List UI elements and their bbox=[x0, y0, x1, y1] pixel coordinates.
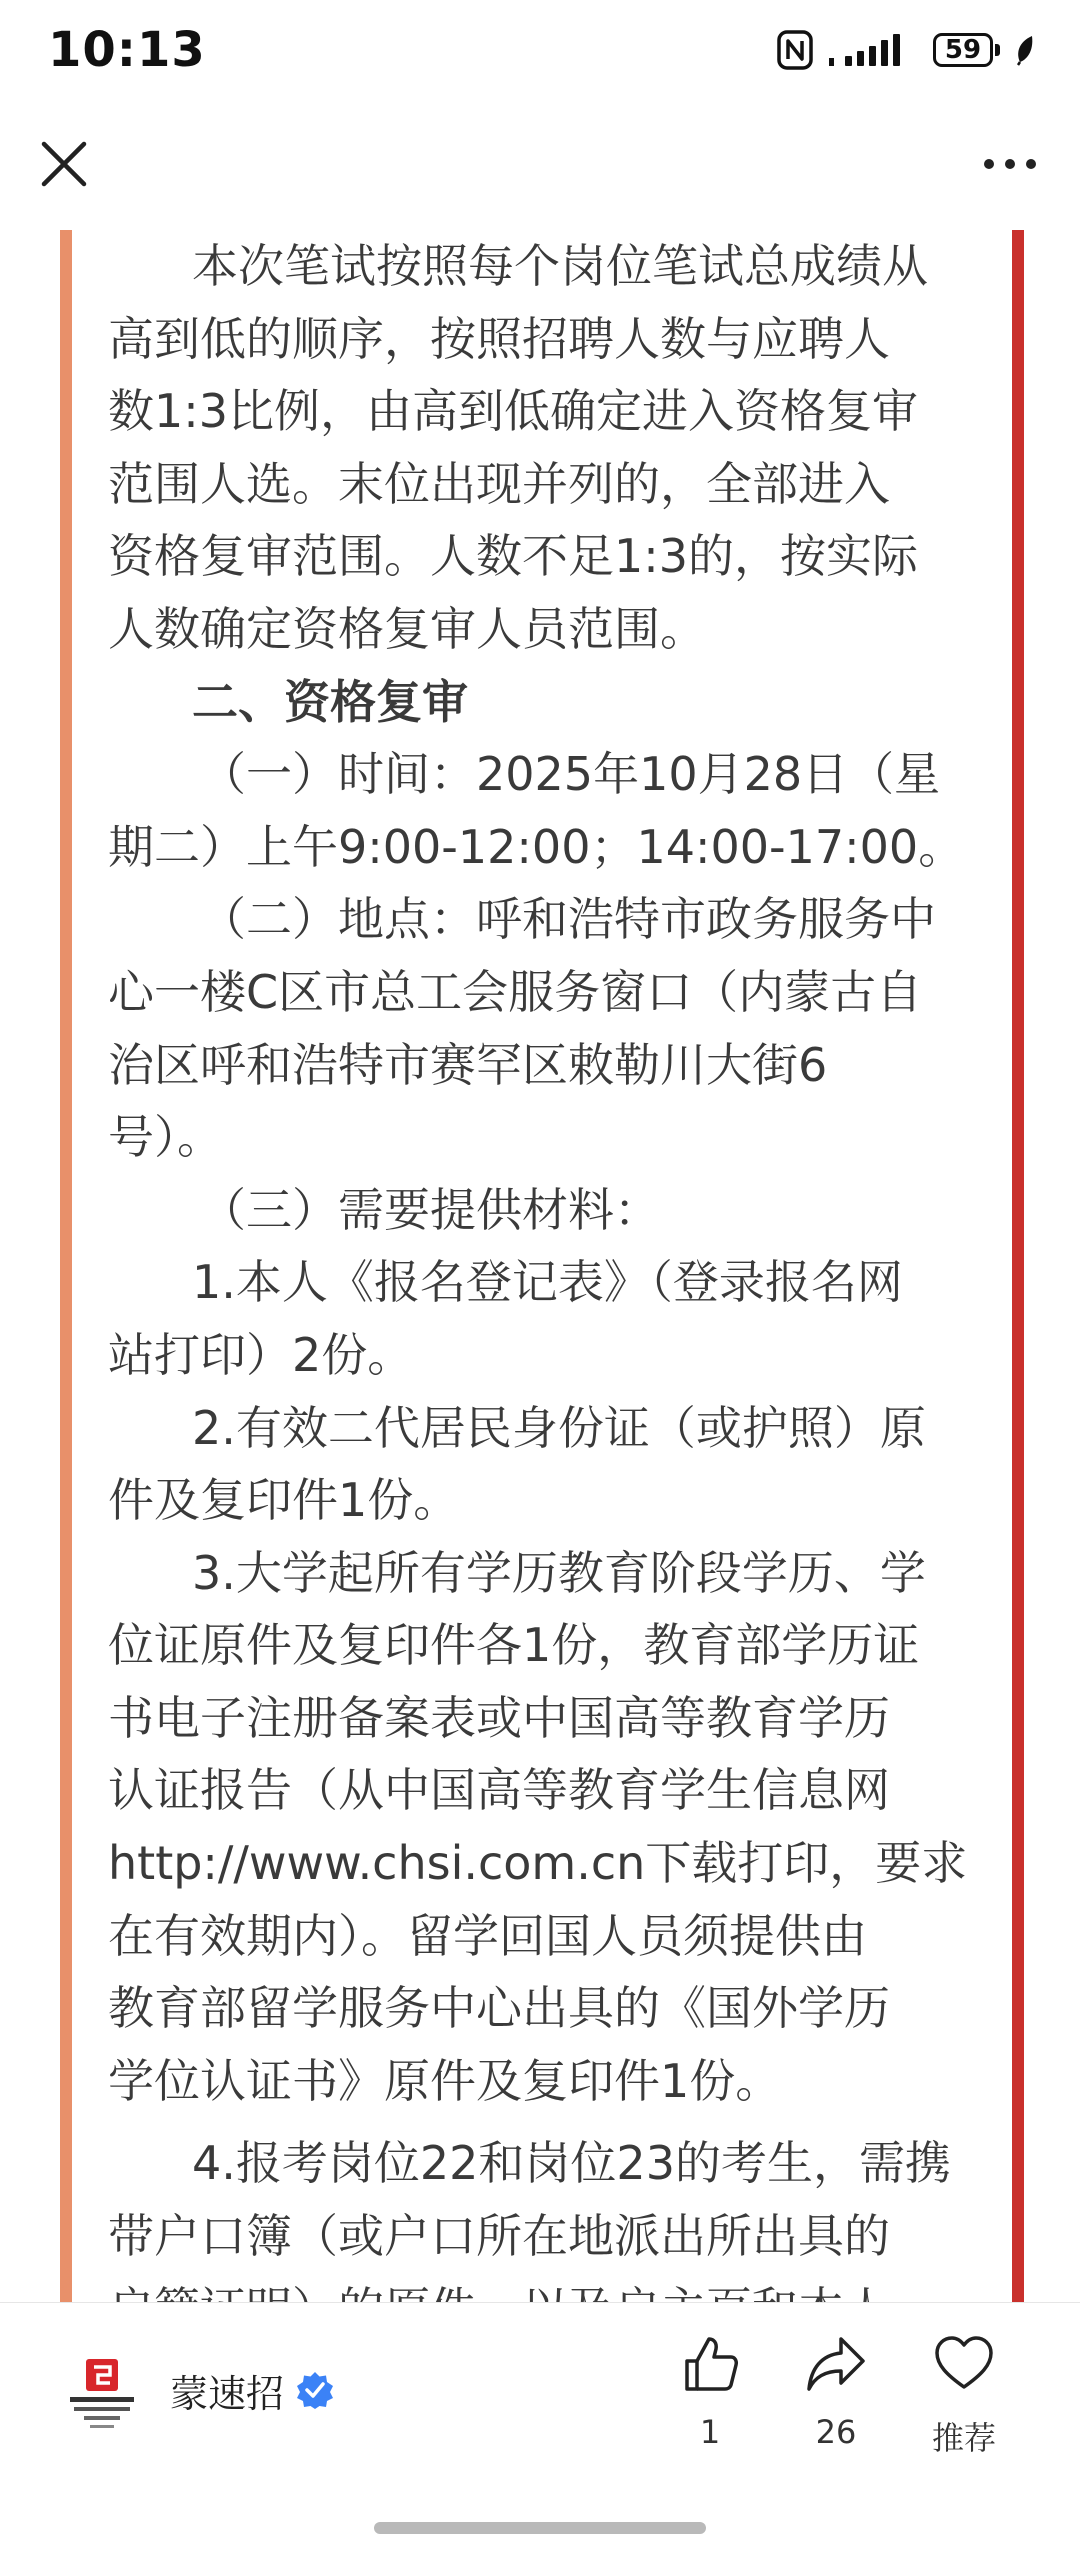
bottom-action-bar bbox=[0, 2302, 1080, 2558]
battery-level: 59 bbox=[933, 33, 993, 67]
paragraph-review-location: （二）地点：呼和浩特市政务服务中 心一楼C区市总工会服务窗口（内蒙古自 治区呼和浩特市赛罕区敕勒川大街6 号）。 bbox=[108, 892, 936, 1165]
status-icons bbox=[777, 30, 1036, 70]
recommend-button[interactable] bbox=[904, 2333, 1024, 2459]
status-time: 10:13 bbox=[48, 22, 206, 78]
power-saving-leaf-icon bbox=[1014, 34, 1036, 66]
article-border-left bbox=[60, 230, 72, 2302]
signal-icon bbox=[827, 32, 919, 68]
paragraph-material-3: 3.大学起所有学历教育阶段学历、学 位证原件及复印件各1份，教育部学历证 书电子注册备案表或中国高等教育学历 认证报告（从中国高等教育学生信息网 http://www.chsi.com.cn下载打印，要求 在有效期内）。留学回国人员须提供由 教育部留学服务中心出具的《国外学历 学位认证书》原件及复印件1份。 bbox=[108, 1545, 968, 2108]
close-icon[interactable] bbox=[36, 136, 92, 192]
share-count: 26 bbox=[815, 2413, 857, 2451]
article-border-right bbox=[1012, 230, 1024, 2302]
section-heading-qualification-review: 二、资格复审 bbox=[192, 674, 468, 729]
thumbs-up-icon bbox=[679, 2333, 741, 2395]
article-body bbox=[0, 230, 1080, 2302]
paragraph-review-time: （一）时间：2025年10月28日（星 期二）上午9:00-12:00；14:00-17:00。 bbox=[108, 747, 965, 874]
more-options-icon[interactable] bbox=[980, 146, 1040, 182]
nfc-icon bbox=[777, 30, 813, 70]
share-button[interactable] bbox=[776, 2333, 896, 2451]
paragraph-selection-rule: 本次笔试按照每个岗位笔试总成绩从 高到低的顺序，按照招聘人数与应聘人 数1:3比例，由高到低确定进入资格复审 范围人选。末位出现并列的，全部进入 资格复审范围。人数不足1:3的，按实际 人数确定资格复审人员范围。 bbox=[108, 239, 928, 656]
verified-badge-icon bbox=[296, 2371, 334, 2409]
battery-icon bbox=[933, 33, 1000, 67]
account-name[interactable]: 蒙速招 bbox=[170, 2372, 285, 2416]
paragraph-material-1: 1.本人《报名登记表》（登录报名网 站打印）2份。 bbox=[108, 1255, 903, 1382]
recommend-label: 推荐 bbox=[931, 2419, 996, 2457]
status-bar bbox=[0, 0, 1080, 110]
home-indicator[interactable] bbox=[374, 2522, 706, 2534]
paragraph-materials-heading: （三）需要提供材料： bbox=[200, 1182, 660, 1237]
heart-icon bbox=[933, 2333, 995, 2395]
account-logo[interactable] bbox=[64, 2355, 140, 2431]
top-bar bbox=[0, 110, 1080, 220]
paragraph-material-2: 2.有效二代居民身份证（或护照）原 件及复印件1份。 bbox=[108, 1400, 926, 1528]
like-button[interactable] bbox=[650, 2333, 770, 2451]
article-content bbox=[108, 230, 988, 2345]
paragraph-material-4: 4.报考岗位22和岗位23的考生，需携 带户口簿（或户口所在地派出所出具的 bbox=[108, 2136, 951, 2264]
share-arrow-icon bbox=[805, 2333, 867, 2395]
like-count: 1 bbox=[699, 2413, 721, 2451]
